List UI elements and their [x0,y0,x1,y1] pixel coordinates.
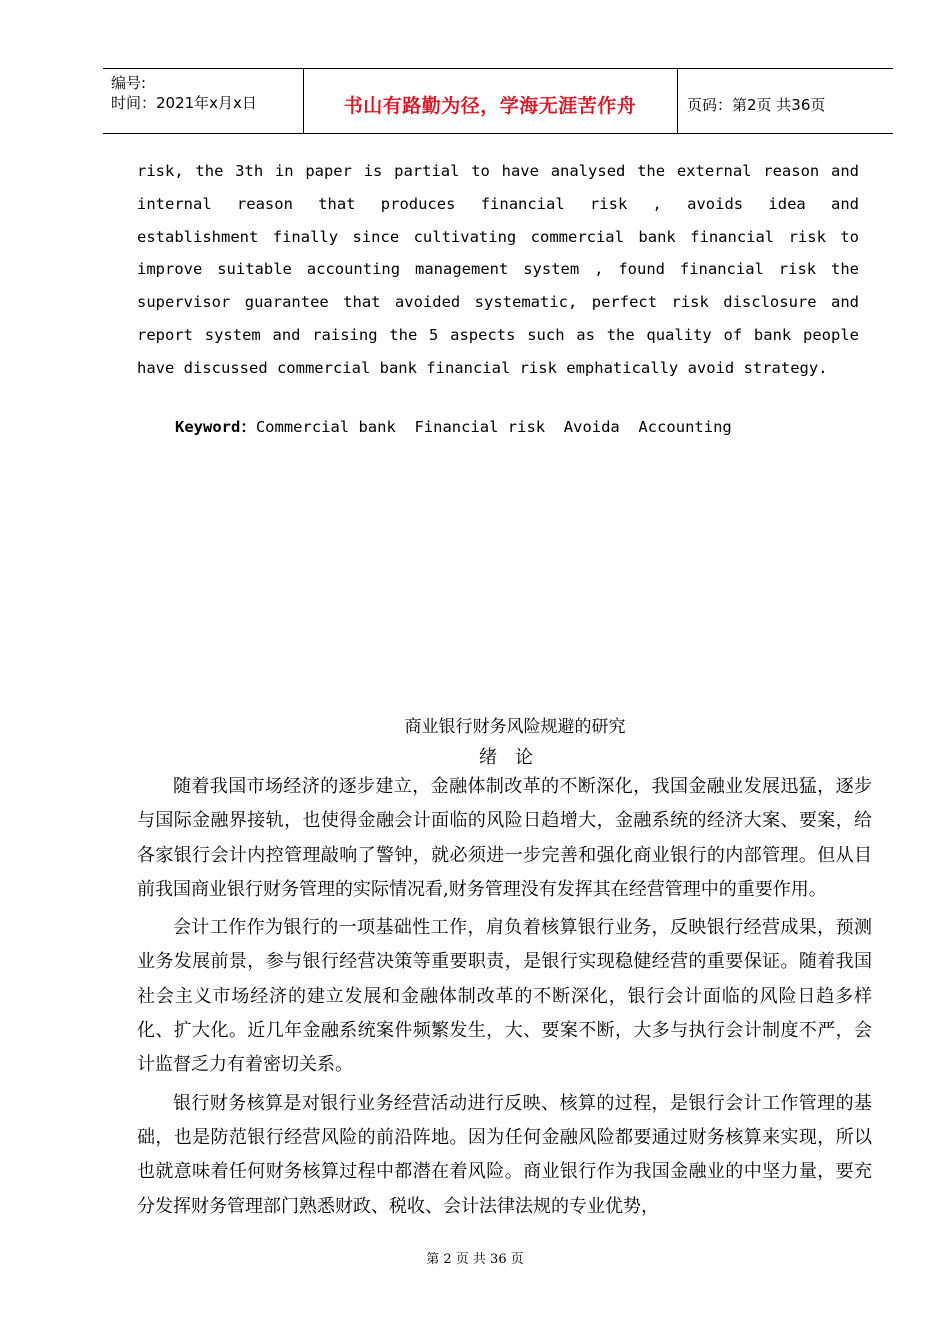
abstract-line: report system and raising the 5 aspects such as the quality of bank people [137,325,859,344]
body-paragraph: 会计工作作为银行的一项基础性工作，肩负着核算银行业务，反映银行经营成果，预测业务发展前景，参与银行经营决策等重要职责，是银行实现稳健经营的重要保证。随着我国社会主义市场经济的建立发展和金融体制改革的不断深化，银行会计面临的风险日趋多样化、扩大化。近几年金融系统案件频繁发生，大、要案不断，大多与执行会计制度不严，会计监督乏力有着密切关系。 [137,917,872,1076]
keyword-line [175,415,732,437]
document-header [103,68,893,134]
abstract-line: establishment finally since cultivating commercial bank financial risk to [137,227,859,246]
header-time-label: 时间：2021年x月x日 [111,94,257,112]
abstract-line: risk, the 3th in paper is partial to have analysed the external reason and [137,162,859,180]
abstract-line: internal reason that produces financial risk , avoids idea and [137,194,859,213]
abstract-line: have discussed commercial bank financial risk emphatically avoid strategy. [137,358,828,377]
body-paragraph: 银行财务核算是对银行业务经营活动进行反映、核算的过程，是银行会计工作管理的基础，也是防范银行经营风险的前沿阵地。因为任何金融风险都要通过财务核算来实现，所以也就意味着任何财务核算过程中都潜在着风险。商业银行作为我国金融业的中坚力量，要充分发挥财务管理部门熟悉财政、税收、会计法律法规的专业优势， [137,1092,872,1217]
header-number-label: 编号: [111,74,147,92]
abstract-line: supervisor guarantee that avoided systematic, perfect risk disclosure and [137,293,859,312]
header-page-info: 页码：第2页 共36页 [687,96,826,114]
section-heading: 绪论 [479,747,551,768]
paper-title: 商业银行财务风险规避的研究 [404,717,626,737]
abstract-text [137,155,859,385]
header-motto: 书山有路勤为径，学海无涯苦作舟 [343,95,637,117]
page-footer: 第 2 页 共 36 页 [426,1252,524,1267]
body-text [137,770,872,1228]
keyword-list: Commercial bank Financial risk Avoida Accounting [255,418,732,436]
keyword-label: Keyword： [175,418,256,436]
abstract-line: improve suitable accounting management system , found financial risk the [137,260,859,279]
header-meta [111,73,257,113]
header-divider [677,69,678,133]
body-paragraph: 随着我国市场经济的逐步建立，金融体制改革的不断深化，我国金融业发展迅猛，逐步与国际金融界接轨，也使得金融会计面临的风险日趋增大，金融系统的经济大案、要案，给各家银行会计内控管理敲响了警钟，就必须进一步完善和强化商业银行的内部管理。但从目前我国商业银行财务管理的实际情况看,财务管理没有发挥其在经营管理中的重要作用。 [137,776,872,900]
